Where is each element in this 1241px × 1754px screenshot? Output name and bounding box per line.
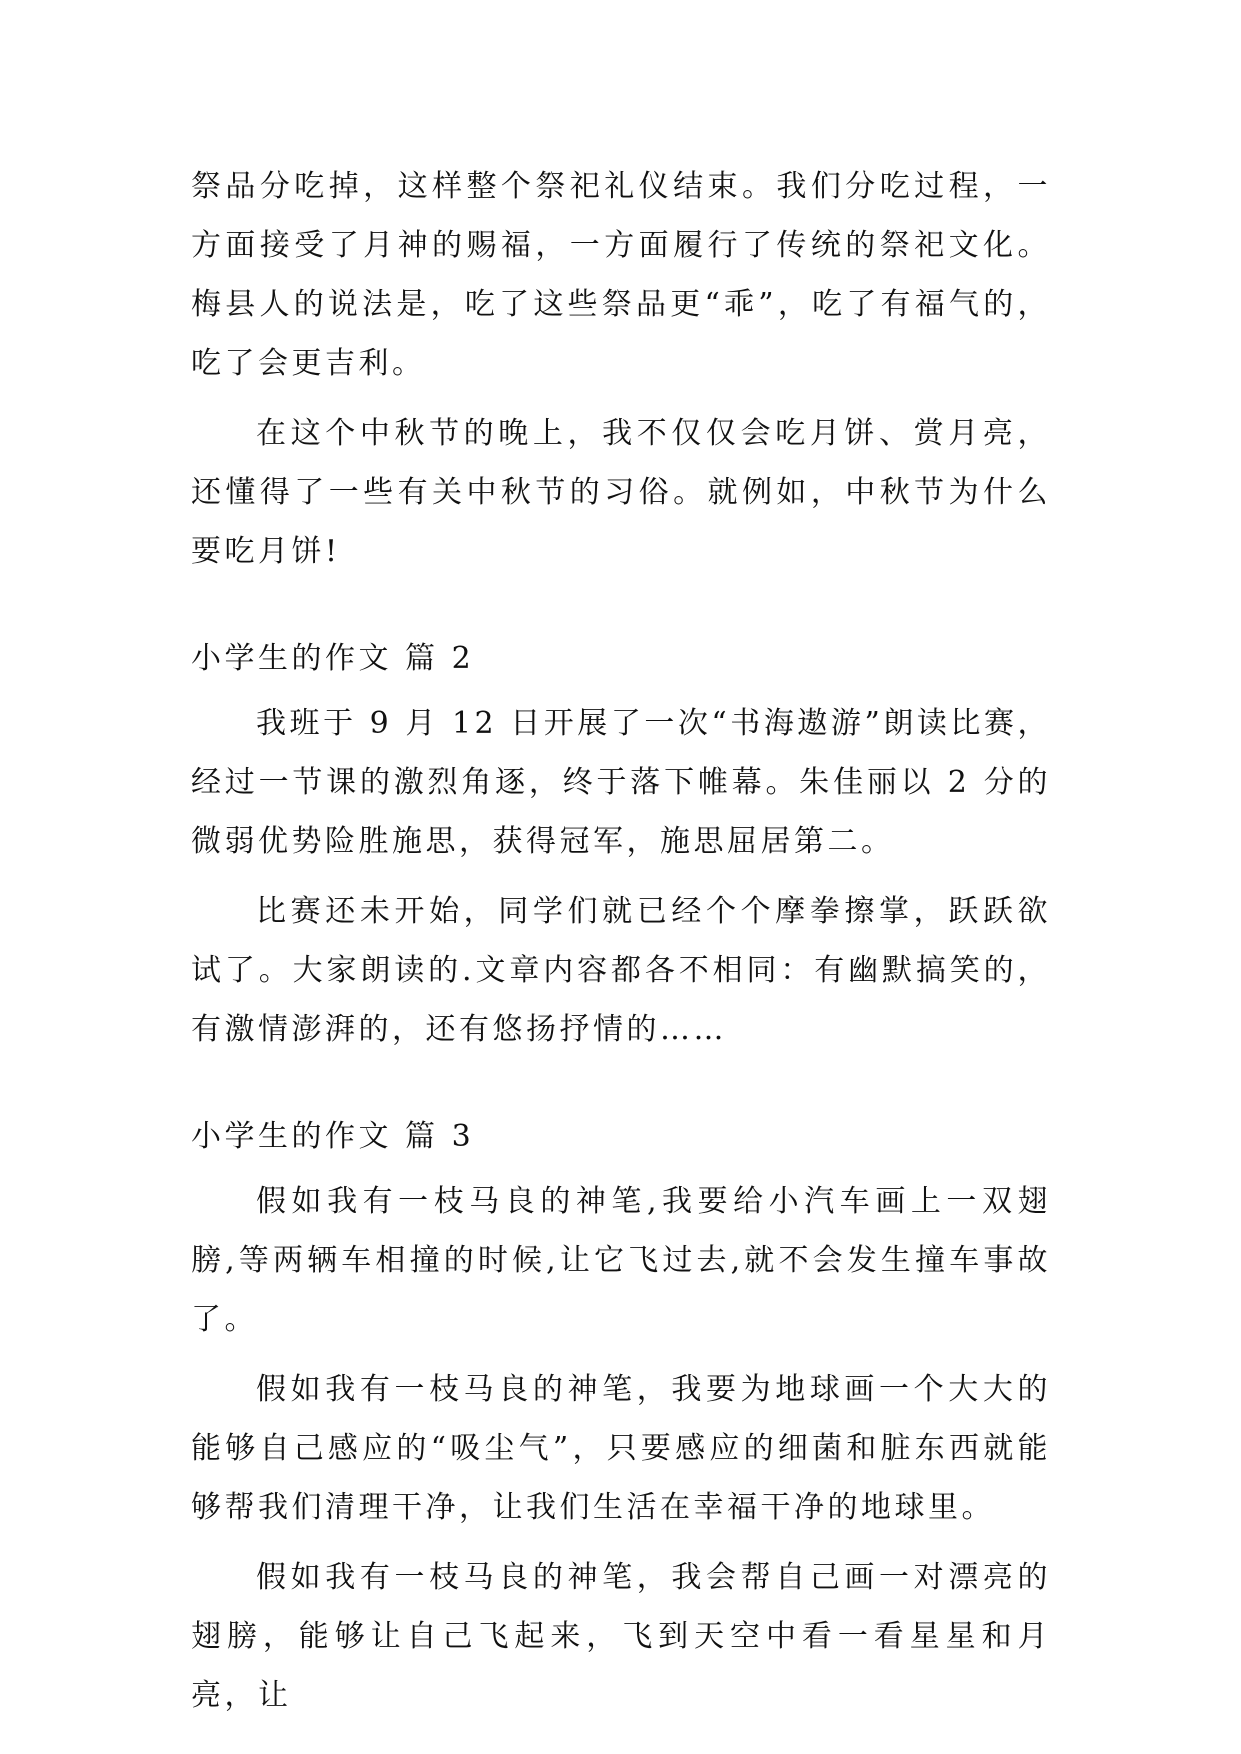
paragraph: 在这个中秋节的晚上，我不仅仅会吃月饼、赏月亮，还懂得了一些有关中秋节的习俗。就例如，中秋节为什么要吃月饼! <box>191 416 1051 569</box>
section-heading: 小学生的作文 篇 3 <box>191 1119 475 1154</box>
paragraph: 假如我有一枝马良的神笔,我要给小汽车画上一双翅膀,等两辆车相撞的时候,让它飞过去,就不会发生撞车事故了。 <box>191 1184 1051 1337</box>
paragraph: 假如我有一枝马良的神笔，我会帮自己画一对漂亮的翅膀，能够让自己飞起来，飞到天空中看一看星星和月亮，让 <box>191 1560 1051 1713</box>
section-spacer <box>191 1059 1051 1107</box>
paragraph: 我班于 9 月 12 日开展了一次“书海遨游”朗读比赛，经过一节课的激烈角逐，终于落下帷幕。朱佳丽以 2 分的微弱优势险胜施思，获得冠军，施思屈居第二。 <box>191 706 1051 859</box>
section-heading: 小学生的作文 篇 2 <box>191 641 475 676</box>
document-body <box>191 157 1051 1725</box>
paragraph: 假如我有一枝马良的神笔，我要为地球画一个大大的能够自己感应的“吸尘气”，只要感应的细菌和脏东西就能够帮我们清理干净，让我们生活在幸福干净的地球里。 <box>191 1372 1051 1525</box>
paragraph: 比赛还未开始，同学们就已经个个摩拳擦掌，跃跃欲试了。大家朗读的.文章内容都各不相同：有幽默搞笑的，有激情澎湃的，还有悠扬抒情的…… <box>191 894 1051 1047</box>
section-spacer <box>191 581 1051 629</box>
paragraph: 祭品分吃掉，这样整个祭祀礼仪结束。我们分吃过程，一方面接受了月神的赐福，一方面履行了传统的祭祀文化。梅县人的说法是，吃了这些祭品更“乖”，吃了有福气的，吃了会更吉利。 <box>191 169 1051 381</box>
